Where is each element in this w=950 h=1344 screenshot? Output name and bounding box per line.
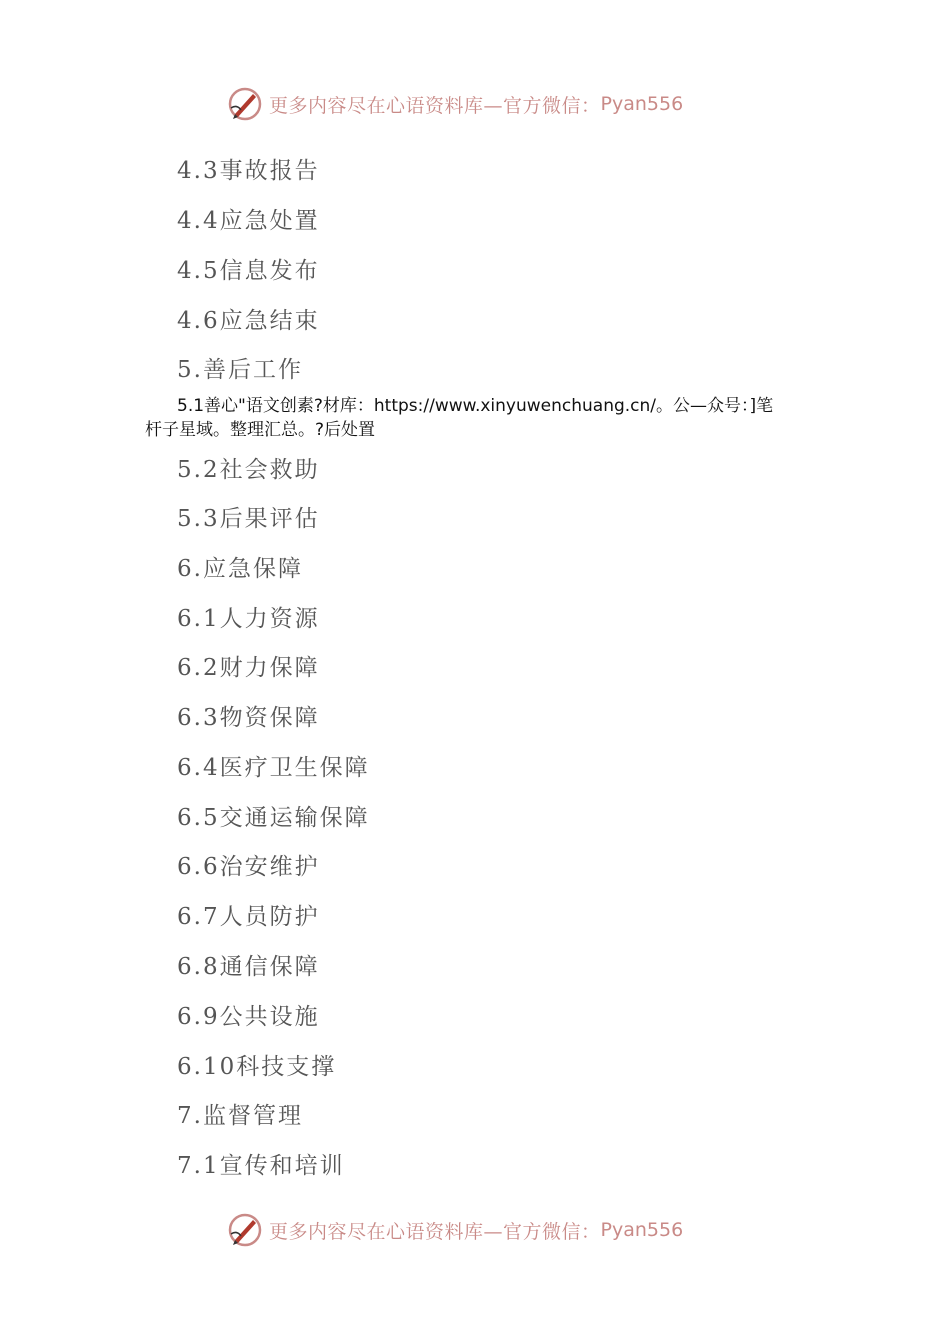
toc-heading: 4.6应急结束 (177, 308, 320, 334)
toc-heading: 6.4医疗卫生保障 (177, 755, 370, 781)
toc-heading: 6.9公共设施 (177, 1004, 320, 1030)
toc-heading: 4.5信息发布 (177, 258, 320, 284)
toc-heading: 6.2财力保障 (177, 655, 320, 681)
body-paragraph (145, 394, 815, 442)
toc-heading: 6.应急保障 (177, 556, 303, 582)
toc-heading: 6.1人力资源 (177, 606, 320, 632)
toc-heading: 7.1宣传和培训 (177, 1153, 345, 1179)
toc-heading: 6.10科技支撑 (177, 1054, 337, 1080)
pen-logo-icon (227, 86, 263, 122)
toc-heading: 5.善后工作 (177, 357, 303, 383)
pen-logo-icon (227, 1212, 263, 1248)
toc-heading: 6.5交通运输保障 (177, 805, 370, 831)
watermark-handle: Pyan556 (600, 93, 684, 115)
toc-heading: 4.4应急处置 (177, 208, 320, 234)
toc-heading: 5.2社会救助 (177, 457, 320, 483)
paragraph-line: 5.1善心"语文创素?材库：https://www.xinyuwenchuang.cn/。公—众号：]笔 (177, 396, 774, 416)
toc-heading: 6.7人员防护 (177, 904, 320, 930)
watermark-header (227, 84, 727, 124)
watermark-footer (227, 1210, 727, 1250)
toc-heading: 6.8通信保障 (177, 954, 320, 980)
toc-heading: 4.3事故报告 (177, 158, 320, 184)
toc-heading: 6.6治安维护 (177, 854, 320, 880)
toc-heading: 6.3物资保障 (177, 705, 320, 731)
watermark-text: 更多内容尽在心语资料库—官方微信： (269, 94, 601, 117)
paragraph-line: 杆子星域。整理汇总。?后处置 (145, 420, 376, 440)
watermark-text: 更多内容尽在心语资料库—官方微信： (269, 1220, 601, 1243)
toc-heading: 5.3后果评估 (177, 506, 320, 532)
watermark-handle: Pyan556 (600, 1219, 684, 1241)
toc-heading: 7.监督管理 (177, 1103, 303, 1129)
